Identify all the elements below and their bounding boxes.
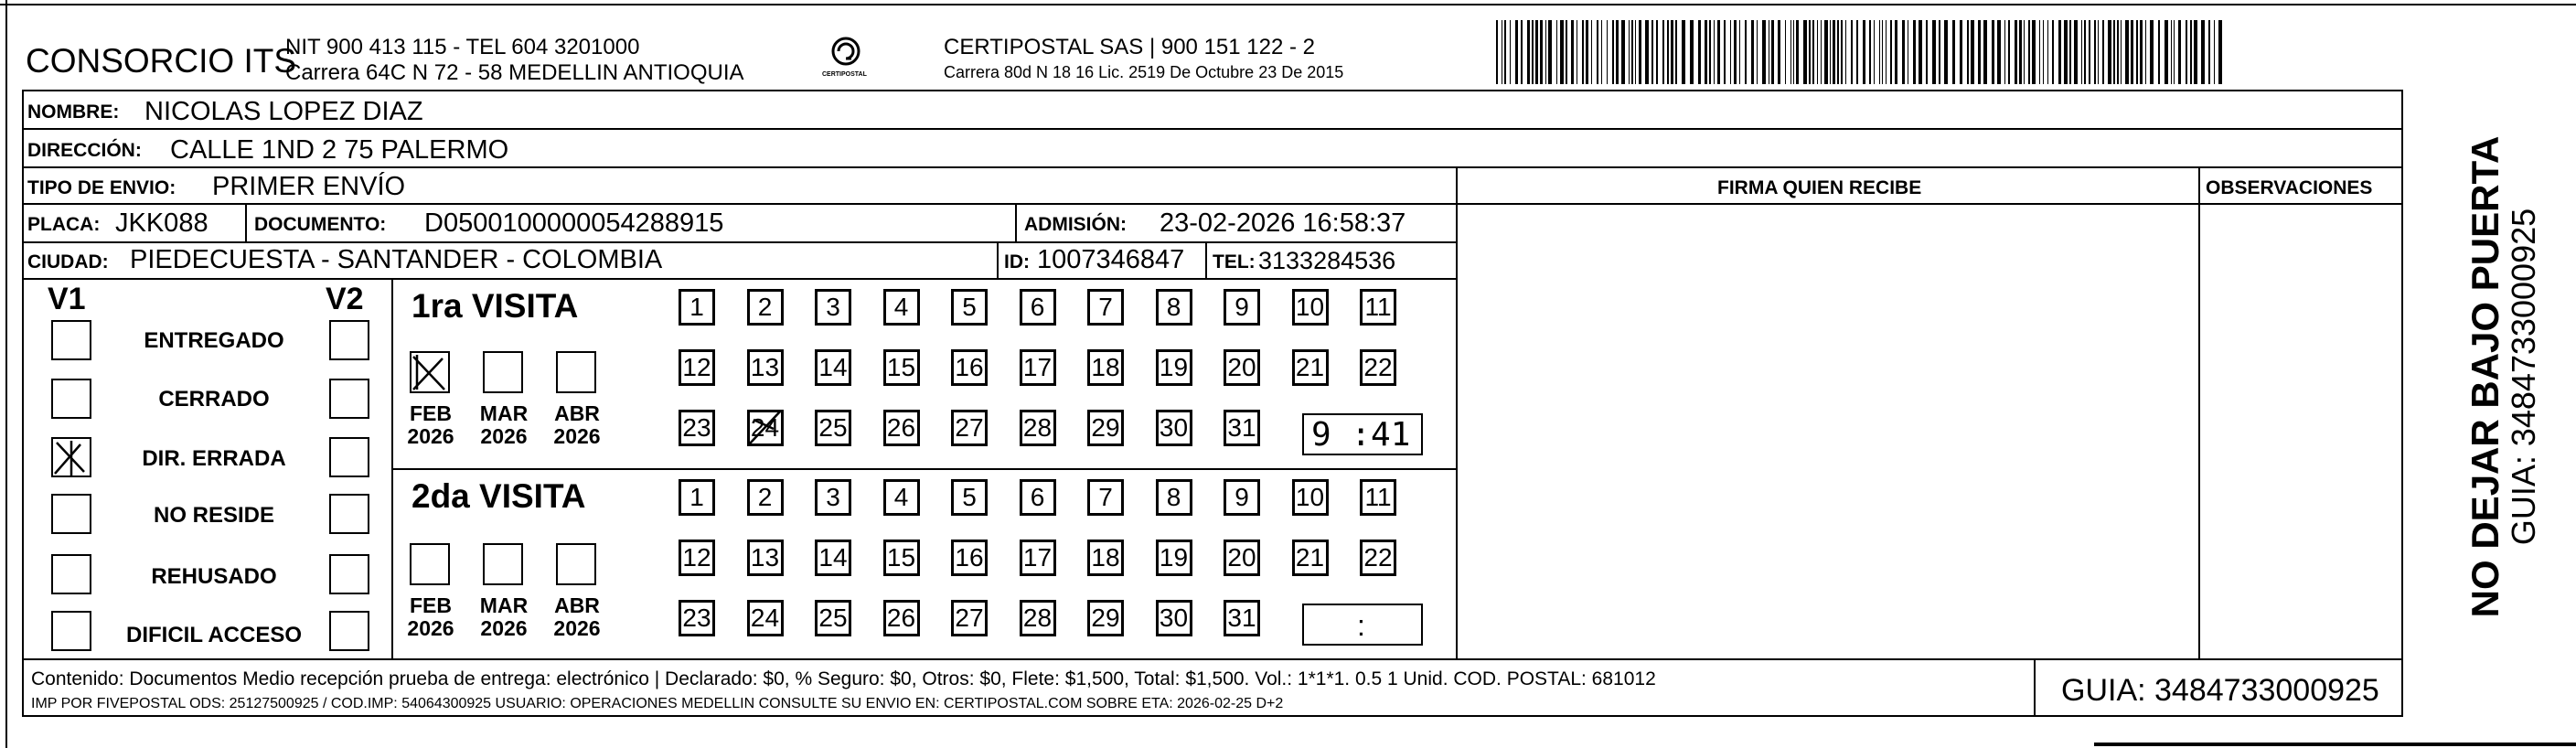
col-line [1205, 241, 1207, 278]
col-line [2198, 166, 2200, 658]
ciudad-label: CIUDAD: [27, 251, 109, 272]
direccion-label: DIRECCIÓN: [27, 140, 142, 161]
day-box[interactable]: 21 [1292, 349, 1329, 386]
v2-checkbox[interactable] [329, 320, 369, 360]
documento-label: DOCUMENTO: [254, 214, 387, 235]
barcode [1496, 20, 2224, 84]
v1-checkbox[interactable] [51, 494, 91, 534]
v1-checkbox[interactable] [51, 379, 91, 419]
status-label: DIR. ERRADA [142, 446, 286, 471]
day-box[interactable]: 14 [815, 349, 851, 386]
day-box[interactable]: 11 [1360, 479, 1396, 516]
day-box[interactable]: 7 [1087, 479, 1124, 516]
header [0, 0, 2576, 91]
day-box[interactable]: 16 [951, 540, 988, 576]
day-box[interactable]: 23 [679, 410, 715, 446]
day-box[interactable]: 9 [1224, 289, 1260, 326]
v1-checkbox-marked[interactable] [51, 437, 91, 477]
day-box[interactable]: 25 [815, 600, 851, 636]
day-box[interactable]: 30 [1156, 600, 1192, 636]
day-box[interactable]: 5 [951, 479, 988, 516]
month-label: FEB 2026 [407, 401, 454, 449]
status-label: ENTREGADO [144, 328, 284, 353]
day-box[interactable]: 15 [883, 540, 920, 576]
month-label: MAR 2026 [479, 401, 529, 449]
col-line [997, 241, 999, 278]
day-box[interactable]: 9 [1224, 479, 1260, 516]
v1-checkbox[interactable] [51, 554, 91, 594]
visit-2-time-box[interactable] [1302, 604, 1423, 646]
day-box[interactable]: 1 [679, 289, 715, 326]
v2-checkbox[interactable] [329, 379, 369, 419]
firma-label: FIRMA QUIEN RECIBE [1717, 177, 1922, 198]
side-guia: GUIA: 3484733000925 [2505, 208, 2542, 546]
v2-checkbox[interactable] [329, 611, 369, 651]
month-checkbox[interactable] [483, 351, 523, 393]
day-box[interactable]: 15 [883, 349, 920, 386]
side-warning: NO DEJAR BAJO PUERTA [2464, 135, 2507, 618]
day-box[interactable]: 12 [679, 349, 715, 386]
contenido-text: Contenido: Documentos Medio recepción prueba de entrega: electrónico | Declarado: $0, % Seguro: $0, Otros: $0, Flete: $1,500, Total: $1,500. Vol.: 1*1*1. 0.5 1 Unid. COD. POSTAL: 681012 [31, 668, 1656, 689]
footer-guia: GUIA: 3484733000925 [2061, 673, 2379, 708]
day-box[interactable]: 28 [1020, 600, 1056, 636]
nombre-label: NOMBRE: [27, 102, 120, 123]
day-box[interactable]: 22 [1360, 540, 1396, 576]
day-box[interactable]: 11 [1360, 289, 1396, 326]
id-label: ID: [1004, 251, 1030, 272]
handwritten-strike-icon [746, 407, 786, 447]
day-box[interactable]: 27 [951, 600, 988, 636]
carrier-address: Carrera 80d N 18 16 Lic. 2519 De Octubre 23 De 2015 [944, 63, 1344, 81]
col-line [2034, 658, 2036, 717]
day-box[interactable]: 30 [1156, 410, 1192, 446]
month-checkbox[interactable] [410, 543, 450, 585]
day-box[interactable]: 4 [883, 289, 920, 326]
top-separator [0, 4, 2576, 5]
month-label: ABR 2026 [553, 593, 601, 641]
day-box[interactable]: 7 [1087, 289, 1124, 326]
day-box[interactable]: 29 [1087, 600, 1124, 636]
day-box[interactable]: 22 [1360, 349, 1396, 386]
col-line [1456, 166, 1458, 658]
month-label: MAR 2026 [479, 593, 529, 641]
admision-label: ADMISIÓN: [1024, 214, 1127, 235]
status-label: DIFICIL ACCESO [125, 623, 302, 647]
day-box[interactable]: 16 [951, 349, 988, 386]
month-checkbox[interactable] [556, 543, 596, 585]
day-box[interactable]: 28 [1020, 410, 1056, 446]
v2-checkbox[interactable] [329, 554, 369, 594]
day-box[interactable]: 10 [1292, 289, 1329, 326]
visit-separator [391, 468, 1456, 470]
tel-label: TEL: [1213, 251, 1256, 272]
placa-value: JKK088 [115, 208, 208, 238]
day-box[interactable]: 27 [951, 410, 988, 446]
col-line [1015, 203, 1017, 241]
tipo-envio-label: TIPO DE ENVIO: [27, 177, 176, 198]
day-box[interactable]: 18 [1087, 540, 1124, 576]
v2-header: V2 [326, 282, 364, 316]
day-box[interactable]: 24 [747, 600, 784, 636]
row-line [1456, 203, 2403, 205]
company-name: CONSORCIO ITS [26, 42, 297, 80]
month-label: ABR 2026 [553, 401, 601, 449]
carrier-name: CERTIPOSTAL SAS | 900 151 122 - 2 [944, 35, 1315, 59]
day-box[interactable]: 2 [747, 289, 784, 326]
day-box[interactable]: 1 [679, 479, 715, 516]
day-box-marked[interactable]: 24 [747, 410, 784, 446]
company-address: Carrera 64C N 72 - 58 MEDELLIN ANTIOQUIA [285, 60, 744, 85]
day-box[interactable]: 6 [1020, 479, 1056, 516]
tel-value: 3133284536 [1258, 247, 1396, 274]
observaciones-label: OBSERVACIONES [2206, 177, 2373, 198]
day-box[interactable]: 3 [815, 289, 851, 326]
day-box[interactable]: 23 [679, 600, 715, 636]
company-nit: NIT 900 413 115 - TEL 604 3201000 [285, 35, 640, 59]
documento-value: D0500100000054288915 [424, 208, 724, 238]
day-box[interactable]: 13 [747, 540, 784, 576]
v1-checkbox[interactable] [51, 611, 91, 651]
day-box[interactable]: 20 [1224, 349, 1260, 386]
day-box[interactable]: 10 [1292, 479, 1329, 516]
day-box[interactable]: 5 [951, 289, 988, 326]
visit-1-time: 9 :41 [1311, 416, 1411, 454]
day-box[interactable]: 19 [1156, 349, 1192, 386]
day-box[interactable]: 3 [815, 479, 851, 516]
status-label: REHUSADO [151, 564, 277, 589]
day-box[interactable]: 4 [883, 479, 920, 516]
day-box[interactable]: 6 [1020, 289, 1056, 326]
col-line [245, 203, 247, 241]
handwritten-check-mark-icon [412, 353, 448, 391]
v2-checkbox[interactable] [329, 494, 369, 534]
day-box[interactable]: 17 [1020, 540, 1056, 576]
month-checkbox[interactable] [483, 543, 523, 585]
ciudad-value: PIEDECUESTA - SANTANDER - COLOMBIA [130, 245, 663, 274]
day-box[interactable]: 2 [747, 479, 784, 516]
day-box[interactable]: 29 [1087, 410, 1124, 446]
row-line [22, 658, 2403, 660]
day-box[interactable]: 8 [1156, 289, 1192, 326]
certipostal-logo [818, 35, 873, 84]
month-label: FEB 2026 [407, 593, 454, 641]
status-label: NO RESIDE [153, 503, 275, 528]
v1-header: V1 [48, 282, 86, 316]
day-box[interactable]: 31 [1224, 410, 1260, 446]
v1-checkbox[interactable] [51, 320, 91, 360]
tipo-envio-value: PRIMER ENVÍO [212, 172, 406, 201]
visit-1-title: 1ra VISITA [412, 287, 579, 325]
imp-text: IMP POR FIVEPOSTAL ODS: 25127500925 / COD.IMP: 54064300925 USUARIO: OPERACIONES MEDELLIN CONSULTE SU ENVIO EN: CERTIPOSTAL.COM SOBRE ETA: 2026-02-25 D+2 [31, 696, 1284, 711]
day-box[interactable]: 8 [1156, 479, 1192, 516]
day-box[interactable]: 21 [1292, 540, 1329, 576]
day-box[interactable]: 25 [815, 410, 851, 446]
day-box[interactable]: 26 [883, 600, 920, 636]
day-box[interactable]: 19 [1156, 540, 1192, 576]
admision-value: 23-02-2026 16:58:37 [1160, 208, 1406, 238]
v2-checkbox[interactable] [329, 437, 369, 477]
visit-1-time-box[interactable] [1302, 413, 1423, 455]
day-box[interactable]: 20 [1224, 540, 1260, 576]
left-edge [5, 0, 7, 748]
id-value: 1007346847 [1037, 245, 1185, 274]
day-box[interactable]: 12 [679, 540, 715, 576]
bottom-edge [2094, 743, 2576, 746]
handwritten-check-mark-icon [53, 439, 90, 476]
month-checkbox-marked[interactable] [410, 351, 450, 393]
direccion-value: CALLE 1ND 2 75 PALERMO [170, 135, 509, 165]
month-checkbox[interactable] [556, 351, 596, 393]
day-box[interactable]: 14 [815, 540, 851, 576]
visit-2-title: 2da VISITA [412, 477, 586, 515]
row-line [22, 241, 1456, 243]
day-box[interactable]: 17 [1020, 349, 1056, 386]
status-label: CERRADO [158, 387, 270, 411]
day-box[interactable]: 18 [1087, 349, 1124, 386]
nombre-value: NICOLAS LOPEZ DIAZ [144, 97, 423, 126]
visit-2-time: : [1357, 609, 1365, 642]
row-line [22, 166, 2403, 168]
logo-text: CERTIPOSTAL [822, 71, 867, 78]
row-line [22, 128, 2403, 130]
day-box[interactable]: 13 [747, 349, 784, 386]
row-line [22, 278, 1456, 280]
day-box[interactable]: 26 [883, 410, 920, 446]
day-box[interactable]: 31 [1224, 600, 1260, 636]
placa-label: PLACA: [27, 214, 101, 235]
